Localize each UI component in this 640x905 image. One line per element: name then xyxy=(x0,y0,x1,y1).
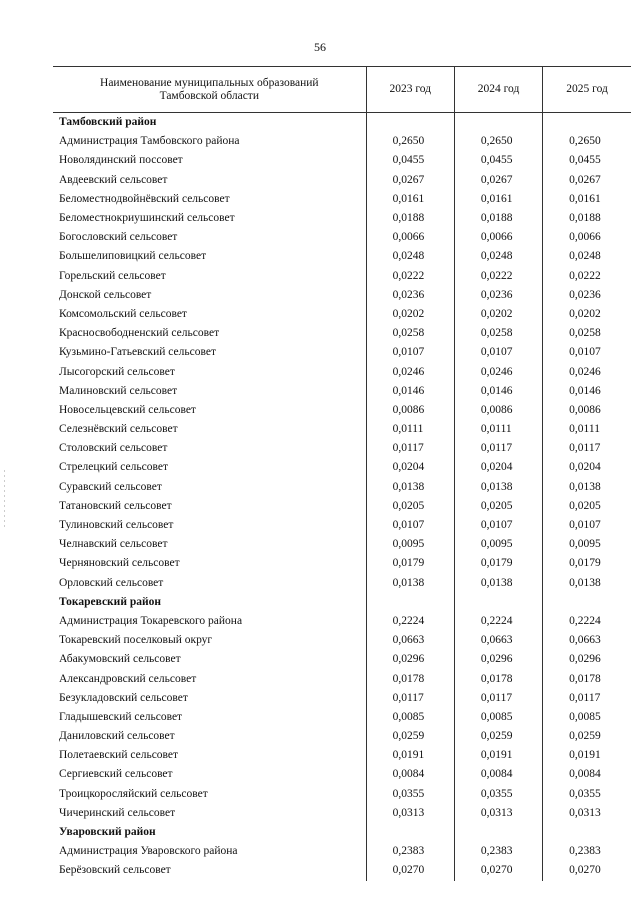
table-row xyxy=(53,478,631,497)
table-row xyxy=(53,669,631,688)
table-row xyxy=(53,708,631,727)
value-2024: 0,2650 xyxy=(454,132,542,151)
entity-name: Чичеринский сельсовет xyxy=(53,804,366,823)
value-2024: 0,0202 xyxy=(454,305,542,324)
table-row xyxy=(53,171,631,190)
entity-name: Красносвободненский сельсовет xyxy=(53,324,366,343)
value-2023: 0,0259 xyxy=(366,727,454,746)
table-row xyxy=(53,382,631,401)
value-2023: 0,0313 xyxy=(366,804,454,823)
data-table xyxy=(53,66,631,881)
table-row xyxy=(53,535,631,554)
entity-name: Стрелецкий сельсовет xyxy=(53,458,366,477)
value-2023: 0,0267 xyxy=(366,171,454,190)
empty-cell xyxy=(366,823,454,842)
value-2024: 0,0146 xyxy=(454,382,542,401)
entity-name: Даниловский сельсовет xyxy=(53,727,366,746)
table-row xyxy=(53,305,631,324)
value-2024: 0,0222 xyxy=(454,267,542,286)
value-2025: 0,0117 xyxy=(543,439,631,458)
table-row xyxy=(53,574,631,593)
district-heading-row xyxy=(53,593,631,612)
table-row xyxy=(53,209,631,228)
district-heading-row xyxy=(53,823,631,842)
value-2023: 0,0066 xyxy=(366,228,454,247)
value-2023: 0,0205 xyxy=(366,497,454,516)
value-2023: 0,0258 xyxy=(366,324,454,343)
value-2024: 0,0085 xyxy=(454,708,542,727)
entity-name: Комсомольский сельсовет xyxy=(53,305,366,324)
value-2025: 0,0188 xyxy=(543,209,631,228)
value-2025: 0,0138 xyxy=(543,478,631,497)
value-2024: 0,0355 xyxy=(454,785,542,804)
value-2023: 0,0296 xyxy=(366,650,454,669)
value-2025: 0,0204 xyxy=(543,458,631,477)
entity-name: Сергиевский сельсовет xyxy=(53,765,366,784)
value-2025: 0,2383 xyxy=(543,842,631,861)
value-2023: 0,0191 xyxy=(366,746,454,765)
header-name-line2: Тамбовской области xyxy=(159,89,259,102)
entity-name: Беломестнокриушинский сельсовет xyxy=(53,209,366,228)
value-2024: 0,0259 xyxy=(454,727,542,746)
value-2025: 0,0248 xyxy=(543,247,631,266)
value-2025: 0,0355 xyxy=(543,785,631,804)
district-name: Уваровский район xyxy=(53,823,366,842)
value-2023: 0,0117 xyxy=(366,689,454,708)
entity-name: Кузьмино-Гатьевский сельсовет xyxy=(53,343,366,362)
district-heading-row xyxy=(53,113,631,133)
header-name-line1: Наименование муниципальных образований xyxy=(100,76,319,89)
value-2025: 0,0267 xyxy=(543,171,631,190)
entity-name: Администрация Тамбовского района xyxy=(53,132,366,151)
value-2023: 0,0161 xyxy=(366,190,454,209)
table-body xyxy=(53,113,631,881)
value-2024: 0,0084 xyxy=(454,765,542,784)
value-2024: 0,0107 xyxy=(454,516,542,535)
value-2025: 0,2650 xyxy=(543,132,631,151)
table-row xyxy=(53,861,631,880)
value-2024: 0,0205 xyxy=(454,497,542,516)
table-row xyxy=(53,497,631,516)
value-2023: 0,0355 xyxy=(366,785,454,804)
entity-name: Селезнёвский сельсовет xyxy=(53,420,366,439)
empty-cell xyxy=(454,113,542,133)
value-2025: 0,0222 xyxy=(543,267,631,286)
entity-name: Безукладовский сельсовет xyxy=(53,689,366,708)
value-2025: 0,0246 xyxy=(543,362,631,381)
value-2023: 0,0222 xyxy=(366,267,454,286)
value-2024: 0,0236 xyxy=(454,286,542,305)
value-2023: 0,0246 xyxy=(366,362,454,381)
value-2024: 0,0191 xyxy=(454,746,542,765)
value-2024: 0,0138 xyxy=(454,574,542,593)
value-2024: 0,0066 xyxy=(454,228,542,247)
value-2024: 0,0188 xyxy=(454,209,542,228)
district-name: Токаревский район xyxy=(53,593,366,612)
table-row xyxy=(53,286,631,305)
entity-name: Администрация Уваровского района xyxy=(53,842,366,861)
header-name xyxy=(53,67,366,113)
entity-name: Орловский сельсовет xyxy=(53,574,366,593)
value-2025: 0,0146 xyxy=(543,382,631,401)
value-2025: 0,0086 xyxy=(543,401,631,420)
entity-name: Челнавский сельсовет xyxy=(53,535,366,554)
empty-cell xyxy=(366,113,454,133)
value-2023: 0,0270 xyxy=(366,861,454,880)
value-2023: 0,0111 xyxy=(366,420,454,439)
table-row xyxy=(53,765,631,784)
entity-name: Новосельцевский сельсовет xyxy=(53,401,366,420)
entity-name: Татановский сельсовет xyxy=(53,497,366,516)
value-2025: 0,0455 xyxy=(543,151,631,170)
table-row xyxy=(53,516,631,535)
entity-name: Лысогорский сельсовет xyxy=(53,362,366,381)
value-2024: 0,0248 xyxy=(454,247,542,266)
value-2023: 0,2224 xyxy=(366,612,454,631)
value-2025: 0,2224 xyxy=(543,612,631,631)
value-2025: 0,0205 xyxy=(543,497,631,516)
scan-artifact xyxy=(4,470,5,530)
entity-name: Троицкоросляйский сельсовет xyxy=(53,785,366,804)
value-2023: 0,0248 xyxy=(366,247,454,266)
value-2024: 0,0111 xyxy=(454,420,542,439)
table-row xyxy=(53,612,631,631)
value-2024: 0,0107 xyxy=(454,343,542,362)
entity-name: Богословский сельсовет xyxy=(53,228,366,247)
table-row xyxy=(53,439,631,458)
table-row xyxy=(53,420,631,439)
empty-cell xyxy=(543,823,631,842)
value-2025: 0,0179 xyxy=(543,554,631,573)
table-row xyxy=(53,132,631,151)
value-2023: 0,0663 xyxy=(366,631,454,650)
value-2025: 0,0258 xyxy=(543,324,631,343)
value-2025: 0,0085 xyxy=(543,708,631,727)
header-year-2024: 2024 год xyxy=(454,67,542,113)
value-2023: 0,0107 xyxy=(366,516,454,535)
table-header xyxy=(53,67,631,113)
value-2024: 0,0138 xyxy=(454,478,542,497)
value-2025: 0,0107 xyxy=(543,343,631,362)
table-row xyxy=(53,190,631,209)
value-2023: 0,0138 xyxy=(366,574,454,593)
value-2024: 0,2383 xyxy=(454,842,542,861)
value-2025: 0,0111 xyxy=(543,420,631,439)
value-2025: 0,0296 xyxy=(543,650,631,669)
value-2024: 0,0117 xyxy=(454,689,542,708)
entity-name: Суравский сельсовет xyxy=(53,478,366,497)
header-year-2025: 2025 год xyxy=(543,67,631,113)
value-2024: 0,0296 xyxy=(454,650,542,669)
value-2025: 0,0107 xyxy=(543,516,631,535)
value-2025: 0,0138 xyxy=(543,574,631,593)
value-2023: 0,2383 xyxy=(366,842,454,861)
entity-name: Полетаевский сельсовет xyxy=(53,746,366,765)
value-2025: 0,0202 xyxy=(543,305,631,324)
value-2025: 0,0236 xyxy=(543,286,631,305)
value-2025: 0,0259 xyxy=(543,727,631,746)
value-2024: 0,2224 xyxy=(454,612,542,631)
entity-name: Гладышевский сельсовет xyxy=(53,708,366,727)
value-2025: 0,0117 xyxy=(543,689,631,708)
entity-name: Черняновский сельсовет xyxy=(53,554,366,573)
entity-name: Новолядинский поссовет xyxy=(53,151,366,170)
entity-name: Авдеевский сельсовет xyxy=(53,171,366,190)
value-2025: 0,0161 xyxy=(543,190,631,209)
value-2023: 0,0179 xyxy=(366,554,454,573)
value-2023: 0,0138 xyxy=(366,478,454,497)
entity-name: Администрация Токаревского района xyxy=(53,612,366,631)
header-row xyxy=(53,67,631,113)
value-2023: 0,0455 xyxy=(366,151,454,170)
entity-name: Столовский сельсовет xyxy=(53,439,366,458)
value-2023: 0,0178 xyxy=(366,669,454,688)
table-row xyxy=(53,324,631,343)
table-row xyxy=(53,746,631,765)
value-2024: 0,0204 xyxy=(454,458,542,477)
empty-cell xyxy=(543,113,631,133)
entity-name: Александровский сельсовет xyxy=(53,669,366,688)
district-name: Тамбовский район xyxy=(53,113,366,133)
value-2023: 0,2650 xyxy=(366,132,454,151)
page-number: 56 xyxy=(314,40,326,54)
value-2023: 0,0188 xyxy=(366,209,454,228)
value-2024: 0,0178 xyxy=(454,669,542,688)
value-2023: 0,0236 xyxy=(366,286,454,305)
empty-cell xyxy=(366,593,454,612)
value-2025: 0,0066 xyxy=(543,228,631,247)
entity-name: Малиновский сельсовет xyxy=(53,382,366,401)
value-2025: 0,0191 xyxy=(543,746,631,765)
value-2024: 0,0086 xyxy=(454,401,542,420)
value-2023: 0,0204 xyxy=(366,458,454,477)
value-2025: 0,0313 xyxy=(543,804,631,823)
value-2023: 0,0117 xyxy=(366,439,454,458)
value-2025: 0,0084 xyxy=(543,765,631,784)
table-row xyxy=(53,631,631,650)
value-2024: 0,0663 xyxy=(454,631,542,650)
entity-name: Донской сельсовет xyxy=(53,286,366,305)
value-2024: 0,0161 xyxy=(454,190,542,209)
table-row xyxy=(53,689,631,708)
table-row xyxy=(53,267,631,286)
value-2025: 0,0663 xyxy=(543,631,631,650)
entity-name: Тулиновский сельсовет xyxy=(53,516,366,535)
table-row xyxy=(53,247,631,266)
value-2025: 0,0270 xyxy=(543,861,631,880)
entity-name: Берёзовский сельсовет xyxy=(53,861,366,880)
table-row xyxy=(53,343,631,362)
table-row xyxy=(53,362,631,381)
entity-name: Абакумовский сельсовет xyxy=(53,650,366,669)
table-row xyxy=(53,804,631,823)
value-2025: 0,0178 xyxy=(543,669,631,688)
value-2023: 0,0202 xyxy=(366,305,454,324)
value-2023: 0,0107 xyxy=(366,343,454,362)
value-2024: 0,0246 xyxy=(454,362,542,381)
table-row xyxy=(53,785,631,804)
value-2023: 0,0084 xyxy=(366,765,454,784)
value-2023: 0,0095 xyxy=(366,535,454,554)
value-2023: 0,0086 xyxy=(366,401,454,420)
entity-name: Беломестнодвойнёвский сельсовет xyxy=(53,190,366,209)
table-row xyxy=(53,727,631,746)
table-row xyxy=(53,458,631,477)
value-2024: 0,0313 xyxy=(454,804,542,823)
empty-cell xyxy=(543,593,631,612)
table-row xyxy=(53,151,631,170)
entity-name: Большелиповицкий сельсовет xyxy=(53,247,366,266)
table-row xyxy=(53,554,631,573)
value-2025: 0,0095 xyxy=(543,535,631,554)
table-row xyxy=(53,401,631,420)
value-2023: 0,0146 xyxy=(366,382,454,401)
empty-cell xyxy=(454,823,542,842)
table-row xyxy=(53,650,631,669)
entity-name: Горельский сельсовет xyxy=(53,267,366,286)
entity-name: Токаревский поселковый округ xyxy=(53,631,366,650)
empty-cell xyxy=(454,593,542,612)
value-2024: 0,0117 xyxy=(454,439,542,458)
value-2024: 0,0267 xyxy=(454,171,542,190)
value-2024: 0,0258 xyxy=(454,324,542,343)
value-2023: 0,0085 xyxy=(366,708,454,727)
value-2024: 0,0179 xyxy=(454,554,542,573)
value-2024: 0,0095 xyxy=(454,535,542,554)
table-row xyxy=(53,228,631,247)
header-year-2023: 2023 год xyxy=(366,67,454,113)
table-row xyxy=(53,842,631,861)
value-2024: 0,0455 xyxy=(454,151,542,170)
value-2024: 0,0270 xyxy=(454,861,542,880)
